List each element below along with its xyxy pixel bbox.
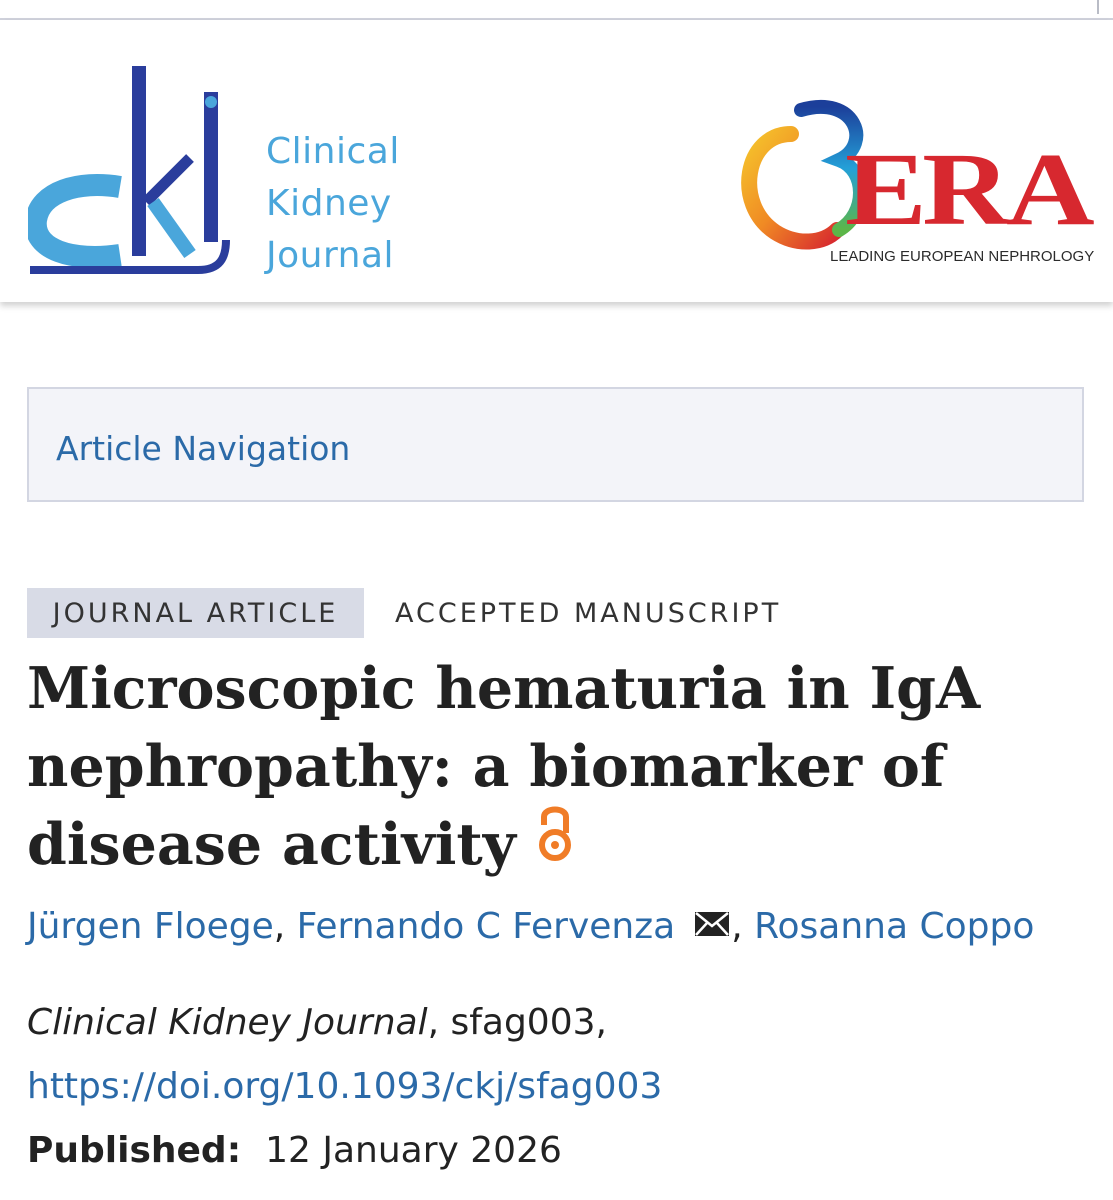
- author-list: [27, 906, 1034, 949]
- published-label: Published:: [27, 1130, 242, 1171]
- article-type-badge: JOURNAL ARTICLE: [27, 588, 364, 638]
- article-status-badge: ACCEPTED MANUSCRIPT: [395, 597, 782, 629]
- citation-id: , sfag003,: [427, 1002, 607, 1043]
- era-tagline: LEADING EUROPEAN NEPHROLOGY: [830, 248, 1095, 265]
- logo-word-journal: Journal: [266, 235, 395, 276]
- author-separator: ,: [731, 906, 755, 947]
- article-navigation-toggle[interactable]: Article Navigation: [56, 429, 351, 468]
- site-header: [0, 20, 1113, 302]
- envelope-icon[interactable]: [695, 904, 729, 945]
- top-divider: [0, 0, 1113, 20]
- era-letters: ERA: [845, 132, 1090, 247]
- doi-link[interactable]: https://doi.org/10.1093/ckj/sfag003: [27, 1066, 663, 1107]
- era-logo[interactable]: [735, 94, 1095, 274]
- author-link-1[interactable]: Jürgen Floege: [27, 906, 274, 947]
- published-line: [27, 1130, 562, 1171]
- article-title-text: Microscopic hematuria in IgA nephropathy: a biomarker of disease activity: [27, 655, 981, 878]
- article-navigation-panel[interactable]: [27, 387, 1084, 502]
- author-link-3[interactable]: Rosanna Coppo: [754, 906, 1035, 947]
- logo-word-clinical: Clinical: [266, 131, 400, 172]
- logo-word-kidney: Kidney: [266, 183, 392, 224]
- ckj-journal-logo[interactable]: [28, 62, 400, 282]
- top-edge-mark: [1097, 0, 1099, 14]
- author-separator: ,: [273, 906, 297, 947]
- citation-journal-name: Clinical Kidney Journal: [27, 1002, 428, 1043]
- open-access-icon: [534, 803, 576, 883]
- citation-line: [27, 1002, 607, 1043]
- published-date: 12 January 2026: [265, 1130, 562, 1171]
- article-title: [27, 650, 1087, 889]
- author-link-2[interactable]: Fernando C Fervenza: [296, 906, 676, 947]
